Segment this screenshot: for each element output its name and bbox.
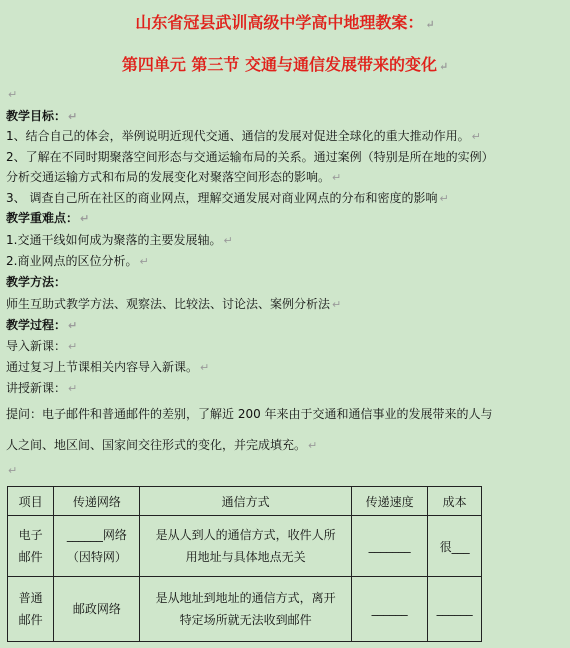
key-heading — [6, 210, 89, 227]
school-title — [0, 10, 570, 33]
blank-line — [6, 86, 17, 103]
table-cell — [54, 577, 140, 642]
row-cost: ______ — [436, 602, 473, 616]
paragraph-mark-icon: ↵ — [439, 192, 449, 205]
blank-line — [6, 462, 17, 479]
key-heading-text: 教学重难点： — [6, 211, 79, 225]
row-speed: ______ — [371, 602, 408, 616]
row-item-line: 邮件 — [18, 550, 43, 564]
lecture-heading — [6, 380, 77, 397]
lecture-heading-text: 讲授新课： — [6, 381, 67, 395]
intro-heading — [6, 338, 77, 355]
table-cell — [140, 516, 351, 577]
goal-2b — [6, 169, 341, 186]
table-row — [8, 516, 482, 577]
header-speed: 传递速度 — [365, 494, 414, 509]
intro-text — [6, 359, 209, 376]
table-header-row — [8, 487, 482, 516]
paragraph-mark-icon: ↵ — [8, 88, 18, 101]
goal-2b-text: 分析交通运输方式和布局的发展变化对聚落空间形态的影响。 — [6, 170, 331, 184]
table-cell — [351, 577, 427, 642]
table-row — [8, 577, 482, 642]
method-text-content: 师生互助式教学方法、观察法、比较法、讨论法、案例分析法 — [6, 297, 331, 311]
header-method: 通信方式 — [221, 494, 270, 509]
paragraph-mark-icon: ↵ — [200, 361, 210, 374]
paragraph-mark-icon: ↵ — [332, 171, 342, 184]
paragraph-mark-icon: ↵ — [425, 18, 435, 31]
row-method-line: 用地址与具体地点无关 — [185, 550, 306, 564]
table-header-cell — [140, 487, 351, 516]
paragraph-mark-icon: ↵ — [68, 110, 78, 123]
process-heading-text: 教学过程： — [6, 318, 67, 332]
table-cell — [8, 516, 54, 577]
key-1 — [6, 232, 233, 249]
goal-1 — [6, 128, 481, 145]
paragraph-mark-icon: ↵ — [471, 130, 481, 143]
row-method-line: 是从地址到地址的通信方式，离开 — [155, 591, 336, 605]
header-cost: 成本 — [442, 494, 467, 509]
goal-3-text: 3、 调查自己所在社区的商业网点，理解交通发展对商业网点的分布和密度的影响 — [6, 191, 438, 205]
goals-heading — [6, 108, 77, 125]
table-cell — [428, 577, 482, 642]
table-header-cell — [54, 487, 140, 516]
key-1-text: 1.交通干线如何成为聚落的主要发展轴。 — [6, 233, 222, 247]
paragraph-mark-icon: ↵ — [68, 319, 78, 332]
row-speed: _______ — [368, 539, 411, 553]
method-heading-text: 教学方法： — [6, 275, 67, 289]
lesson-title — [0, 52, 570, 75]
comparison-table — [7, 486, 482, 642]
question-b-text: 人之间、地区间、国家间交往形式的变化，并完成填充。 — [6, 438, 307, 452]
paragraph-mark-icon: ↵ — [80, 212, 90, 225]
goal-2a-text: 2、了解在不同时期聚落空间形态与交通运输布局的关系。通过案例（特别是所在地的实例） — [6, 150, 494, 164]
paragraph-mark-icon: ↵ — [308, 439, 318, 452]
table-cell — [140, 577, 351, 642]
question-b — [6, 437, 317, 454]
process-heading — [6, 317, 77, 334]
goal-1-text: 1、结合自己的体会，举例说明近现代交通、通信的发展对促进全球化的重大推动作用。 — [6, 129, 470, 143]
goal-3 — [6, 190, 449, 207]
paragraph-mark-icon: ↵ — [68, 382, 78, 395]
paragraph-mark-icon: ↵ — [223, 234, 233, 247]
row-item-line: 电子 — [18, 528, 43, 542]
key-2-text: 2.商业网点的区位分析。 — [6, 254, 138, 268]
row-network-line: ______网络 — [66, 528, 127, 542]
row-network-line: 邮政网络 — [72, 602, 121, 616]
row-cost: 很___ — [439, 539, 470, 554]
table-cell — [54, 516, 140, 577]
row-item-line: 邮件 — [18, 613, 43, 627]
intro-text-content: 通过复习上节课相关内容导入新课。 — [6, 360, 199, 374]
row-item-line: 普通 — [18, 591, 43, 605]
table-header-cell — [428, 487, 482, 516]
paragraph-mark-icon: ↵ — [438, 60, 449, 73]
table-header-cell — [8, 487, 54, 516]
paragraph-mark-icon: ↵ — [332, 298, 342, 311]
method-heading — [6, 274, 66, 290]
header-network: 传递网络 — [72, 494, 121, 509]
goal-2a — [6, 149, 494, 165]
paragraph-mark-icon: ↵ — [139, 255, 149, 268]
header-item: 项目 — [18, 494, 43, 509]
table-cell — [351, 516, 427, 577]
school-title-text: 山东省冠县武训高级中学高中地理教案： — [135, 13, 424, 32]
table-cell — [8, 577, 54, 642]
intro-heading-text: 导入新课： — [6, 339, 67, 353]
paragraph-mark-icon: ↵ — [68, 340, 78, 353]
row-method-line: 特定场所就无法收到邮件 — [179, 613, 312, 627]
question-a — [6, 406, 493, 422]
key-2 — [6, 253, 149, 270]
table-header-cell — [351, 487, 427, 516]
row-network-line: （因特网） — [66, 550, 127, 564]
question-a-text: 提问：电子邮件和普通邮件的差别，了解近 200 年来由于交通和通信事业的发展带来的人与 — [6, 407, 493, 421]
method-text — [6, 296, 341, 313]
row-method-line: 是从人到人的通信方式，收件人所 — [155, 528, 336, 542]
goals-heading-text: 教学目标： — [6, 109, 67, 123]
table-cell — [428, 516, 482, 577]
lesson-title-text: 第四单元 第三节 交通与通信发展带来的变化 — [121, 55, 437, 74]
paragraph-mark-icon: ↵ — [8, 464, 18, 477]
